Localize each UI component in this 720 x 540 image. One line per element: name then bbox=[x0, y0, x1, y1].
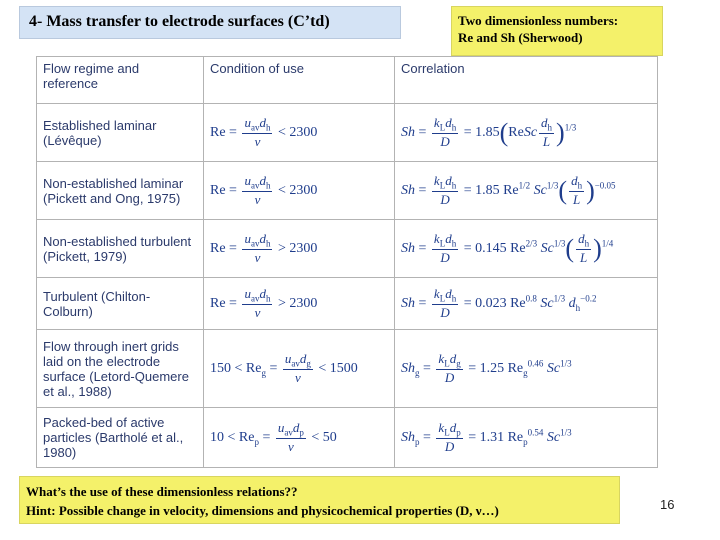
note-line-1: Two dimensionless numbers: bbox=[458, 13, 619, 28]
correlation-formula: Sh = $\frac{k_Ld_h}{D}$ = 1.85(ReSc $\frac{d_h}{L}$ )$^{1/3}$ bbox=[401, 115, 577, 149]
condition-formula: Re = $\frac{u_{av}d_h}{\nu}$ < 2300 bbox=[210, 115, 318, 149]
correlation-formula: Sh = $\frac{k_Ld_h}{D}$ = 0.145 $Re^{2/3}$ $Sc^{1/3}$( $\frac{d_h}{L}$ )$^{1/4}$ bbox=[401, 231, 614, 265]
correlation-formula: $Sh_g$ = $\frac{k_Ld_g}{D}$ = 1.25 $Re_g^{0.46}$ $Sc^{1/3}$ bbox=[401, 351, 572, 385]
regime-cell: Established laminar (Lévêque) bbox=[37, 104, 204, 162]
condition-cell bbox=[204, 162, 395, 220]
condition-cell bbox=[204, 278, 395, 330]
correlation-cell bbox=[395, 278, 658, 330]
correlation-cell bbox=[395, 220, 658, 278]
correlation-cell bbox=[395, 408, 658, 468]
condition-cell bbox=[204, 408, 395, 468]
correlation-formula: Sh = $\frac{k_Ld_h}{D}$ = 1.85 $Re^{1/2}$ $Sc^{1/3}$( $\frac{d_h}{L}$ )$^{-0.05}$ bbox=[401, 173, 616, 207]
table-header-row bbox=[37, 57, 658, 104]
regime-cell: Non-established turbulent (Pickett, 1979) bbox=[37, 220, 204, 278]
correlation-formula: Sh = $\frac{k_Ld_h}{D}$ = 0.023 $Re^{0.8}$ $Sc^{1/3}$ $d_h^{-0.2}$ bbox=[401, 286, 597, 320]
regime-cell: Turbulent (Chilton-Colburn) bbox=[37, 278, 204, 330]
condition-cell bbox=[204, 220, 395, 278]
table-row bbox=[37, 162, 658, 220]
condition-formula: $10 < Re_p$ = $\frac{u_{av}d_p}{\nu}$ < 50 bbox=[210, 420, 337, 454]
regime-cell: Packed-bed of active particles (Bartholé et al., 1980) bbox=[37, 408, 204, 468]
condition-cell bbox=[204, 330, 395, 408]
correlation-cell bbox=[395, 104, 658, 162]
header-regime: Flow regime and reference bbox=[37, 57, 204, 104]
dimensionless-note bbox=[451, 6, 663, 56]
condition-formula: $150 < Re_g$ = $\frac{u_{av}d_g}{\nu}$ < 1500 bbox=[210, 351, 358, 385]
table-row bbox=[37, 104, 658, 162]
slide-title: 4- Mass transfer to electrode surfaces (C’td) bbox=[29, 13, 330, 30]
correlation-table bbox=[36, 56, 658, 468]
correlation-cell bbox=[395, 330, 658, 408]
regime-cell: Flow through inert grids laid on the electrode surface (Letord-Quemere et al., 1988) bbox=[37, 330, 204, 408]
correlation-formula: $Sh_p$ = $\frac{k_Ld_p}{D}$ = 1.31 $Re_p^{0.54}$ $Sc^{1/3}$ bbox=[401, 420, 572, 454]
condition-formula: Re = $\frac{u_{av}d_h}{\nu}$ < 2300 bbox=[210, 173, 318, 207]
table-row bbox=[37, 220, 658, 278]
table-row bbox=[37, 330, 658, 408]
question-text: What’s the use of these dimensionless relations?? bbox=[26, 484, 298, 499]
header-condition: Condition of use bbox=[204, 57, 395, 104]
question-hint-box bbox=[19, 476, 620, 524]
hint-text: Hint: Possible change in velocity, dimensions and physicochemical properties (D, ν…) bbox=[26, 503, 499, 518]
page-number: 16 bbox=[660, 497, 675, 512]
condition-formula: Re = $\frac{u_{av}d_h}{\nu}$ > 2300 bbox=[210, 231, 318, 265]
correlation-cell bbox=[395, 162, 658, 220]
condition-cell bbox=[204, 104, 395, 162]
note-line-2: Re and Sh (Sherwood) bbox=[458, 30, 583, 45]
condition-formula: Re = $\frac{u_{av}d_h}{\nu}$ > 2300 bbox=[210, 286, 318, 320]
table-row bbox=[37, 408, 658, 468]
table-row bbox=[37, 278, 658, 330]
slide-title-box bbox=[19, 6, 401, 39]
header-correlation: Correlation bbox=[395, 57, 658, 104]
regime-cell: Non-established laminar (Pickett and Ong, 1975) bbox=[37, 162, 204, 220]
